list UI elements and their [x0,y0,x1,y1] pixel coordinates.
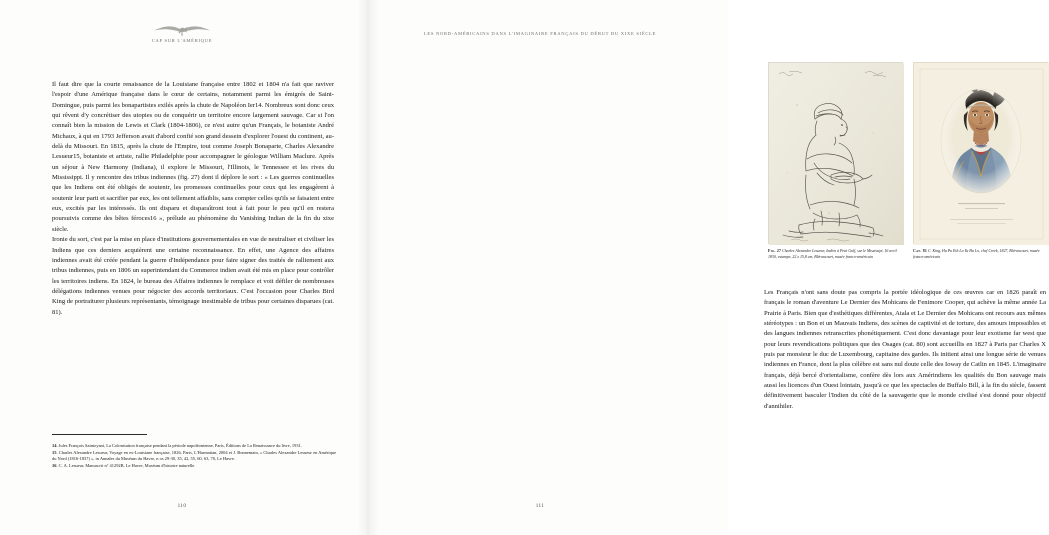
footnote-item [52,443,336,450]
eagle-ornament-icon [0,24,364,38]
footnote-list [52,443,336,469]
figure-cat-81-caption [913,249,1048,260]
footnote-number: 14 [52,443,57,448]
figure-27-caption-text: Charles Alexandre Lesueur, Indien à Petit Gulf, sur le Mississipi, 16 avril 1830, estampe, 22 x 15,8 cm, Blérancourt, musée franco-américain [768,249,897,259]
figure-27-caption [768,249,903,260]
figure-27 [768,62,903,260]
figure-cat-81-label: Cat. 81 [913,249,927,253]
left-page-body [52,80,334,318]
lithograph-creek-chief-artwork [913,62,1048,244]
footnote-item [52,450,336,463]
footnote-separator-rule [52,434,147,435]
folio-left: 110 [177,503,187,509]
footnote-text: . Charles Alexandre Lesueur, Voyage en ex-Louisiane française, 1826, Paris, L'Harmattan, 2004 et J. Bonnemain, « Charles Alexandre Lesueur en Amérique du Nord (1816-1837) », in Annales du Muséum du Havre, n os 29-30, 35, 42, 55, 60, 63, 70, Le Havre. [52,449,336,462]
figure-cat-81 [913,62,1048,260]
footnote-item [52,463,336,470]
running-head-right: LES NORD-AMÉRICAINS DANS L'IMAGINAIRE FRANÇAIS DU DÉBUT DU XIXE SIÈCLE [423,31,657,36]
right-page [364,0,1046,535]
running-head-left: CAP SUR L'AMÉRIQUE [151,38,213,43]
footnote-number: 16 [52,462,57,468]
left-page [0,0,364,535]
footnote-number: 15 [52,449,57,455]
folio-right: 111 [535,503,545,509]
figure-27-label: Fig. 27 [768,249,782,253]
paragraph: Les Français n'ont sans doute pas compris la portée idéologique de ces œuvres car en 1826 paraît en français le roman d'aventure Le Dernier des Mohicans de Fenimore Cooper, qui achève la même année La Prairie à Paris. Bien que d'esthétiques différentes, Atala et Le Dernier des Mohicans ont recours aux mêmes stéréotypes : un Bon et un Mauvais Indiens, des scènes de captivité et de torture, des amours impossibles et des langues indiennes retranscrites phonétiquement. C'est donc davantage pour leur exotisme far west que pour leurs revendications politiques que des Osages (cat. 80) sont accueillis en 1827 à Paris par Charles X puis par monsieur le duc de Luxembourg, capitaine des gardes. Ils initient ainsi une longue série de venues indiennes en France, dont la plus célèbre est sans nul doute celle des Ioway de Catlin en 1845. L'imaginaire français, déjà bercé d'orientalisme, confère dès lors aux Amérindiens les qualités du Bon sauvage mais aussi les licences d'un Ouest lointain, jusqu'à ce que les spectacles de Buffalo Bill, à la fin du siècle, fassent définitivement basculer l'Indien du côté de la sauvagerie que le monde civilisé s'est donné pour objectif d'annihiler. [764,289,1046,410]
sketch-seated-indian-artwork [768,62,903,244]
right-page-body [764,288,1046,412]
figure-group [768,62,1048,260]
footnote-text: . Jules François Saintoyant, La Colonisation française pendant la période napoléonienne, Paris, Éditions de La Renaissance du livre, 1931. [56,443,302,448]
paragraph: Ironie du sort, c'est par la mise en place d'institutions gouvernementales en vue de neutraliser et civiliser les Indiens que ces derniers acquièrent une certaine reconnaissance. En effet, une Agence des affaires indiennes avait été créée pendant la guerre d'Indépendance pour faire signer des traités de ralliement aux tribus indiennes, puis en 1806 un superintendant du Commerce indien avait été mis en place pour contrôler les territoires indiens. En 1824, le bureau des Affaires indiennes le remplace et voit défiler de nombreuses délégations indiennes venues pour négocier des accords territoriaux. C'est l'occasion pour Charles Bird King de portraiturer plusieurs représentants, témoignage inestimable de tribus pour certaines disparues (cat. 81). [52,236,334,316]
footnote-text: . C. A. Lesueur, Manuscrit n° 41292B, Le Havre, Muséum d'histoire naturelle. [56,462,196,468]
figure-cat-81-caption-text: C. King, Hu Pu Eth La Ya Hu Lo, chef Creek, 1827, Blérancourt, musée franco-américain [913,249,1040,259]
paragraph: Il faut dire que la courte renaissance de la Louisiane française entre 1802 et 1804 n'a fait que raviver l'espoir d'une Amérique française dans le cœur de certains, notamment parmi les émigrés de Saint-Domingue, puis parmi les bonapartistes exilés après la chute de Napoléon Ier14. Nombreux sont donc ceux qui rêvent d'y concrétiser des utopies ou de conquérir un territoire encore largement sauvage. Car si l'on connaît bien la mission de Lewis et Clark (1804-1806), ce n'est autre qu'un Français, le botaniste André Michaux, à qui en 1793 Jefferson avait d'abord confié son grand dessein d'explorer l'ouest du continent, au-delà du Missouri. En 1815, après la chute de l'Empire, tout comme Joseph Bonaparte, Charles Alexandre Lesueur15, botaniste et artiste, rallie Philadelphie pour accompagner le géologue William Maclure. Après un séjour à New Harmony (Indiana), il explore le Missouri, l'Illinois, le Tennessee et les rives du Mississippi. Il y rencontre des tribus indiennes (fig. 27) dont il déplore le sort : « Les guerres continuelles que les Indiens ont été obligés de soutenir, les promesses continuelles pour ceux qui les engagèrent à soutenir leur parti et sacrifier par eux, les ont tellement affaiblis, sans compter celles qu'ils se faisaient entre eux, excités par les intéressés. Ils ont disparu et disparaîtront tout à fait pour le peu qu'il en restera poursuivis comme des bêtes féroces16 », prélude au phénomène du Vanishing Indian de la fin du xixe siècle. [52,81,334,233]
